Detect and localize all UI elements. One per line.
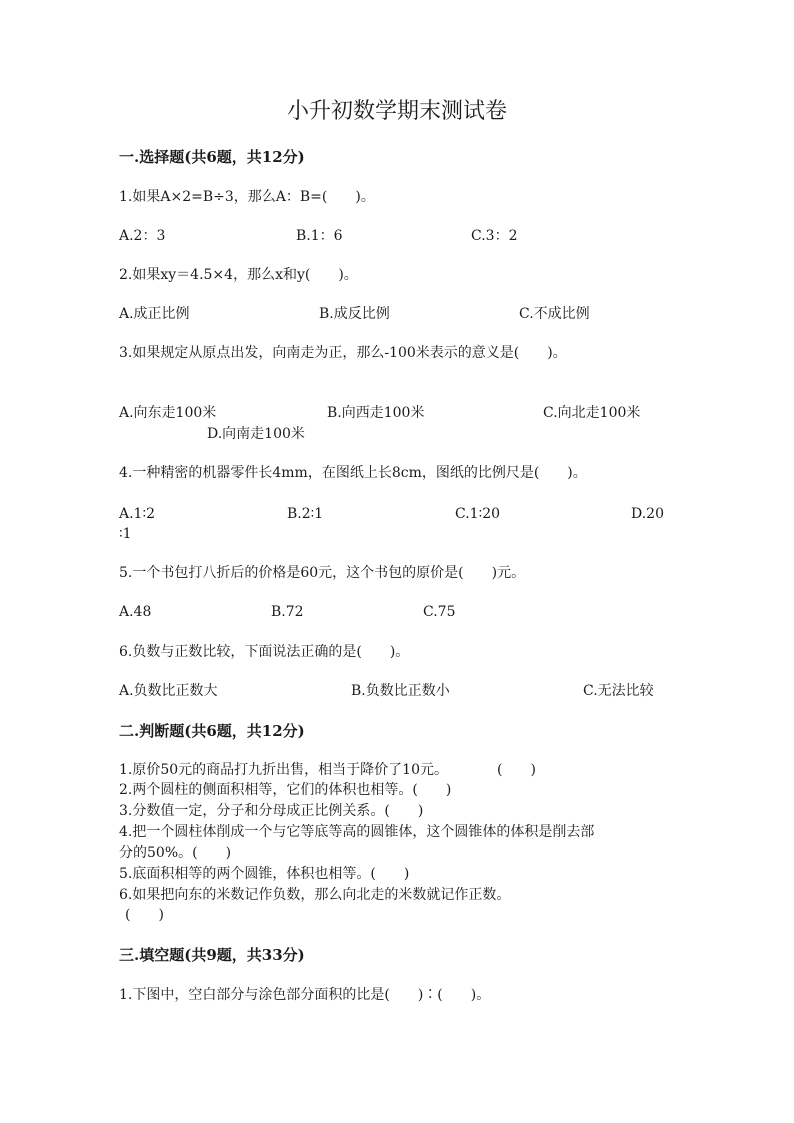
section-heading-fill: 三.填空题(共9题，共33分) <box>119 946 305 964</box>
option-b: B.负数比正数小 <box>351 683 450 699</box>
question-text: 4.一种精密的机器零件长4mm，在图纸上长8cm，图纸的比例尺是( )。 <box>119 465 587 481</box>
judge-line: 5.底面积相等的两个圆锥，体积也相等。( ) <box>119 866 410 882</box>
option-c: C.无法比较 <box>583 683 654 699</box>
question-text: 1.下图中，空白部分与涂色部分面积的比是( )∶( )。 <box>119 987 491 1003</box>
option-a: A.1∶2 <box>119 506 156 522</box>
section-heading-choice: 一.选择题(共6题，共12分) <box>119 148 305 166</box>
option-c: C.1∶20 <box>455 506 501 522</box>
judge-line: 分的50%。( ) <box>119 845 232 861</box>
option-b: B.成反比例 <box>319 306 390 322</box>
option-d: D.20 <box>631 506 664 522</box>
judge-line: 3.分数值一定，分子和分母成正比例关系。( ) <box>119 803 424 819</box>
question-text: 6.负数与正数比较，下面说法正确的是( )。 <box>119 644 410 660</box>
question-text: 2.如果xy＝4.5×4，那么x和y( )。 <box>119 267 358 283</box>
option-a: A.成正比例 <box>119 306 190 322</box>
option-c: C.不成比例 <box>519 306 590 322</box>
option-b: B.向西走100米 <box>327 405 425 421</box>
section-heading-judge: 二.判断题(共6题，共12分) <box>119 722 305 740</box>
judge-line: 2.两个圆柱的侧面积相等，它们的体积也相等。( ) <box>119 782 452 798</box>
option-a: A.负数比正数大 <box>119 683 218 699</box>
question-text: 5.一个书包打八折后的价格是60元，这个书包的原价是( )元。 <box>119 565 526 581</box>
judge-line: ( ) <box>125 907 164 923</box>
option-b: B.72 <box>271 604 304 620</box>
option-c: C.3：2 <box>471 228 518 244</box>
option-d: D.向南走100米 <box>207 426 305 442</box>
judge-line: 4.把一个圆柱体削成一个与它等底等高的圆锥体，这个圆锥体的体积是削去部 <box>119 824 595 840</box>
page-title: 小升初数学期末测试卷 <box>286 99 507 124</box>
option-c: C.75 <box>423 604 456 620</box>
option-a: A.48 <box>119 604 152 620</box>
question-text: 1.如果A×2=B÷3，那么A：B=( )。 <box>119 189 375 205</box>
option-c: C.向北走100米 <box>543 405 641 421</box>
judge-line: 1.原价50元的商品打九折出售，相当于降价了10元。 ( ) <box>119 762 536 778</box>
option-b: B.2∶1 <box>287 506 324 522</box>
option-a: A.向东走100米 <box>119 405 217 421</box>
option-d-continued: ∶1 <box>119 526 132 542</box>
option-a: A.2：3 <box>119 228 166 244</box>
question-text: 3.如果规定从原点出发，向南走为正，那么-100米表示的意义是( )。 <box>119 345 567 361</box>
option-b: B.1：6 <box>296 228 343 244</box>
judge-line: 6.如果把向东的米数记作负数，那么向北走的米数就记作正数。 <box>119 887 511 903</box>
